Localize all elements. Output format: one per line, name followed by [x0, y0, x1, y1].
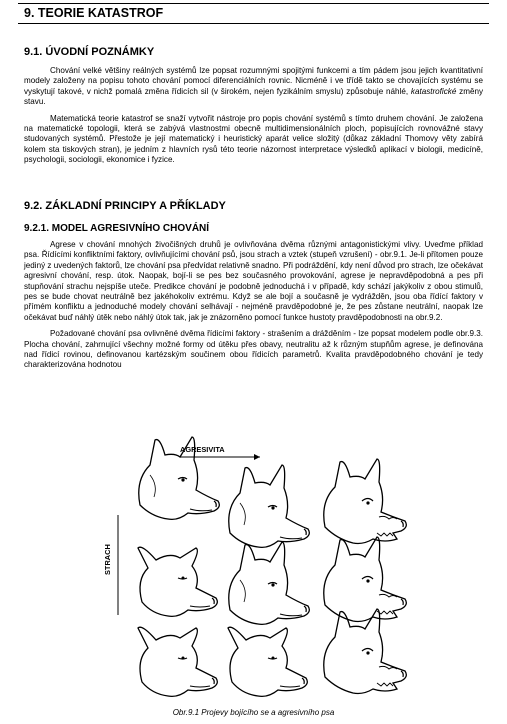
dog-face-mild-aggression — [229, 465, 310, 547]
figure-label-fear: STRACH — [103, 544, 112, 575]
intro-text — [24, 66, 483, 166]
dog-face-mixed-aggressive — [324, 537, 407, 622]
intro-p1-text: Chování velké většiny reálných systémů lze popsat rozumnými spojitými funkcemi a tím pádem jsou jejich kvantitativní modely založeny na popisu tohoto chování pomocí diferenciálních rovnic. Nicméně i ve třídě takto se chovajících systému se vyskytují takové, v nichž pomalá změna řídicích sil (v širokém, nejen fyzikálním smyslu) způsobuje náhlé, — [24, 66, 483, 96]
figure-label-aggression: AGRESIVITA — [180, 445, 225, 454]
heading-rule — [18, 23, 489, 24]
section-heading-principles: 9.2. ZÁKLADNÍ PRINCIPY A PŘÍKLADY — [24, 200, 226, 212]
aggression-text — [24, 240, 483, 371]
intro-paragraph-2: Matematická teorie katastrof se snaží vytvořit nástroje pro popis chování systémů s tímto druhem chování. Je založena na matematické topologii, která se zabývá vlastnostmi obecně multidimensionálních ploch, popisujících rovnovážné stavy studovaných systémů. Přestože je její matematický i heuristický aparát velice složitý (důkaz základní Thomovy věty zabírá kolem sta tiskových stran), je jedním z hlavních rysů této teorie názornost interpretace výsledků aplikací v biologii, medicíně, psychologii, sociologii, ekonomice i fyzice. — [24, 113, 483, 165]
dog-face-mild-fear — [138, 547, 217, 616]
aggression-paragraph-2: Požadované chování psa ovlivněné dvěma řídicími faktory - strašením a drážděním - lze popsat modelem podle obr.9.3. Plocha chování, zahrnující všechny možné formy od útěku přes obavy, neutralitu až k různým stupňům agrese, je definována nad řídicí rovinou, definovanou kartézským součinem obou řídicích parametrů. Kvalita pravděpodobného chování je tedy charakterizována hodnotou — [24, 329, 483, 370]
chapter-heading: 9. TEORIE KATASTROF — [24, 6, 164, 20]
dog-faces-grid — [103, 435, 500, 700]
top-rule — [18, 3, 489, 4]
figure-caption: Obr.9.1 Projevy bojícího se a agresivního psa — [172, 708, 335, 717]
aggression-paragraph-1: Agrese v chování mnohých živočišných druhů je ovlivňována dvěma různými antagonistickými vlivy. Uveďme příklad psa. Řídícími konfliktními faktory, ovlivňujícími chování psů, jsou strach a vztek (stupeň vzrušení) - obr.9.1. Je-li přítomen pouze jediný z uvedených faktorů, lze chování psa předvídat relativně snadno. Při podráždění, kdy není důvod pro strach, lze očekávat agresivní chování, resp. útok. Naopak, bojí-li se pes bez současného provokování, agrese je nepravděpodobná a pes při stupňování strachu nejspíše uteče. Predikce chování je podobně jednoduchá i v případě, kdy schází jakýkoliv z obou stimulů, pes se bude chovat neutrálně bez jakéhokoliv extrému. Když se ale bojí a současně je vydrážděn, jsou oba řídící faktory v přímém konfliktu a jednoduché modely chování selhávají - nejméně pravděpodobné je, že pes zůstane neutrální, naopak lze očekávat buď náhlý útěk nebo náhlý útok tak, jak je znázorněno pomocí funkce hustoty pravděpodobnosti na obr.9.2. — [24, 240, 483, 322]
dog-face-fear-with-aggression — [228, 627, 307, 696]
intro-paragraph-1 — [24, 66, 483, 108]
section-heading-intro: 9.1. ÚVODNÍ POZNÁMKY — [24, 46, 155, 58]
dog-face-mixed-mild — [229, 542, 310, 624]
dog-expressions-figure — [103, 435, 500, 700]
subsection-heading-aggression: 9.2.1. MODEL AGRESIVNÍHO CHOVÁNÍ — [24, 223, 210, 234]
intro-p1-end: změny stavu. — [24, 86, 483, 107]
dog-face-fear-and-rage — [324, 609, 407, 694]
dog-face-strong-aggression — [324, 459, 407, 544]
intro-p1-emphasis: katastrofické — [410, 86, 457, 96]
dog-face-strong-fear — [138, 627, 217, 696]
aggression-arrowhead — [254, 454, 260, 460]
